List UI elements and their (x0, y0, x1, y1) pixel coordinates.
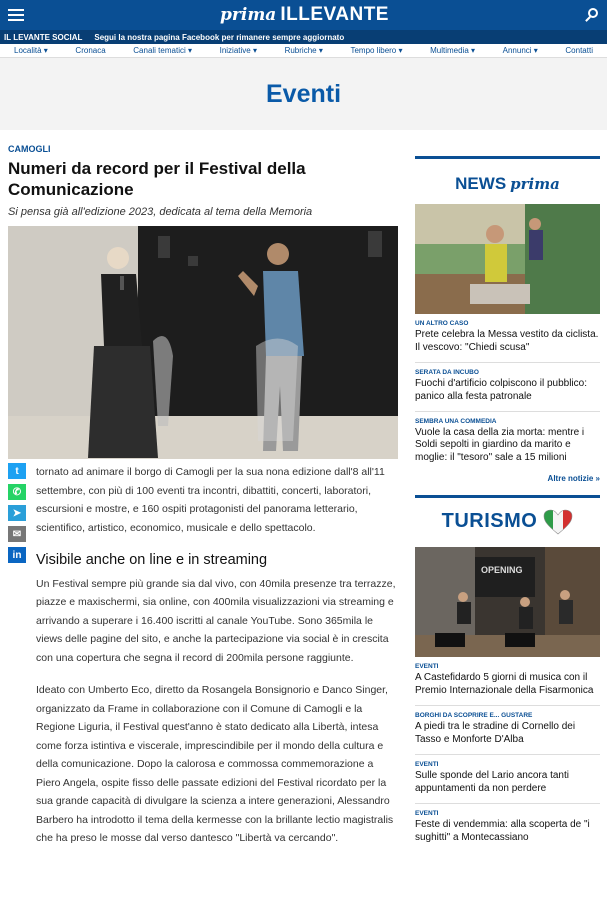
whatsapp-icon[interactable]: ✆ (8, 484, 26, 500)
article-photo (8, 226, 398, 459)
telegram-icon[interactable]: ➤ (8, 505, 26, 521)
turismo-kicker: EVENTI (415, 761, 439, 768)
article-title: Numeri da record per il Festival della Comunicazione (8, 159, 306, 199)
divider (415, 705, 600, 706)
news-kicker: UN ALTRO CASO (415, 320, 469, 327)
article-category[interactable]: CAMOGLI (8, 144, 51, 154)
turismo-logo[interactable] (415, 495, 600, 545)
nav-item-multimedia[interactable]: Multimedia ▾ (430, 46, 476, 55)
turismo-title[interactable]: Sulle sponde del Lario ancora tanti appuntamenti da non perdere (415, 770, 569, 794)
twitter-icon[interactable]: t (8, 463, 26, 479)
social-bar (0, 30, 607, 44)
turismo-title[interactable]: Feste di vendemmia: alla scoperta de "i sughitti" a Montecassiano (415, 819, 590, 843)
divider (415, 411, 600, 412)
nav-item-localita[interactable]: Località ▾ (14, 46, 48, 55)
top-bar (0, 0, 607, 30)
divider (415, 362, 600, 363)
more-news-link[interactable]: Altre notizie » (547, 474, 600, 483)
article-body (36, 463, 396, 862)
logo-prefix: prima (220, 5, 277, 25)
nav-item-canali[interactable]: Canali tematici ▾ (133, 46, 192, 55)
divider (415, 754, 600, 755)
email-icon[interactable]: ✉ (8, 526, 26, 542)
site-logo[interactable] (220, 4, 389, 26)
main-nav (0, 44, 607, 58)
news-title[interactable]: Fuochi d'artificio colpiscono il pubblico: panico alla festa patronale (415, 378, 587, 402)
news-prima-logo[interactable] (415, 156, 600, 202)
turismo-word: TURISMO (441, 510, 538, 532)
news-script: prima (510, 174, 560, 193)
turismo-title[interactable]: A piedi tra le stradine di Cornello dei Tasso e Monforte D'Alba (415, 721, 576, 745)
turismo-thumbnail[interactable] (415, 547, 600, 657)
concert-banner-text: OPENING (481, 565, 523, 575)
nav-item-contatti[interactable]: Contatti (565, 46, 593, 55)
share-bar (8, 463, 26, 563)
article-intro: tornato ad animare il borgo di Camogli per la sua nona edizione dall'8 all'11 settembre, con più di 100 eventi tra incontri, dibattiti, concerti, laboratori, escursioni e mostre, e 160 ospiti protagonisti del panorama letterario, scientifico, artistico, economico, musicale e dello spettacolo. (36, 466, 385, 534)
turismo-kicker: EVENTI (415, 663, 439, 670)
nav-item-tempo-libero[interactable]: Tempo libero ▾ (350, 46, 403, 55)
turismo-kicker: BORGHI DA SCOPRIRE E... GUSTARE (415, 712, 533, 719)
italy-heart-icon (543, 509, 573, 535)
news-kicker: SEMBRA UNA COMMEDIA (415, 418, 497, 425)
news-photo (415, 204, 600, 314)
article-paragraph: Ideato con Umberto Eco, diretto da Rosangela Bonsignorio e Danco Singer, organizzato da Frame in collaborazione con il Comune di Camogli e la Regione Liguria, il Festival quest'anno è stato dedicato alla Libertà, intesa come forza istintiva e viscerale, imprescindibile per il mondo della cultura e della comunicazione. Dopo la calorosa e commossa commemorazione a Piero Angela, ospite fisso delle passate edizioni del Festival ricordato per la sua grande capacità di divulgare la scienza a intere generazioni, Alessandro Barbero ha introdotto il tema della kermesse con la brillante lectio magistralis che ha preso le mosse dal verso dantesco "Libertà va cercando". (36, 684, 394, 844)
article-heading: Visibile anche on line e in streaming (36, 552, 268, 568)
nav-item-cronaca[interactable]: Cronaca (75, 46, 106, 55)
article (8, 140, 398, 459)
section-title: Eventi (265, 79, 342, 108)
nav-item-rubriche[interactable]: Rubriche ▾ (284, 46, 323, 55)
menu-icon[interactable] (8, 9, 24, 21)
turismo-title[interactable]: A Castefidardo 5 giorni di musica con il Premio Internazionale della Fisarmonica (415, 672, 594, 696)
social-tag[interactable]: IL LEVANTE SOCIAL (4, 32, 83, 42)
concert-photo (415, 547, 600, 657)
turismo-kicker: EVENTI (415, 810, 439, 817)
news-title[interactable]: Prete celebra la Messa vestito da ciclista. Il vescovo: "Chiedi scusa" (415, 329, 599, 353)
social-message[interactable]: Segui la nostra pagina Facebook per rimanere sempre aggiornato (94, 32, 345, 42)
divider (415, 803, 600, 804)
sidebar (415, 156, 600, 844)
stage-photo (8, 226, 398, 459)
search-icon[interactable] (585, 8, 599, 22)
logo-name: ILLEVANTE (280, 4, 389, 25)
news-title[interactable]: Soldi sepolti in giardino da marito e moglie: il "tesoro" sale a 15 milioni (415, 439, 571, 463)
news-thumbnail[interactable] (415, 204, 600, 314)
article-subtitle: Si pensa già all'edizione 2023, dedicata al tema della Memoria (8, 206, 313, 218)
article-paragraph: Un Festival sempre più grande sia dal vivo, con 40mila presenze tra terrazze, piazze e maxischermi, sia online, con 400mila visualizzazioni via streaming e arrivando a superare i 16.400 iscritti al canale YouTube. Sono 365mila le views delle pagine del sito, e anche la partecipazione via social è in crescita con una copertura che segna il record di 200mila persone raggiunte. (36, 577, 396, 664)
news-kicker: SERATA DA INCUBO (415, 369, 479, 376)
nav-item-annunci[interactable]: Annunci ▾ (502, 46, 538, 55)
news-word: NEWS (455, 173, 507, 193)
linkedin-icon[interactable]: in (8, 547, 26, 563)
news-title[interactable]: Vuole la casa della zia morta: mentre i (415, 427, 585, 438)
section-header (0, 58, 607, 130)
nav-item-iniziative[interactable]: Iniziative ▾ (219, 46, 257, 55)
